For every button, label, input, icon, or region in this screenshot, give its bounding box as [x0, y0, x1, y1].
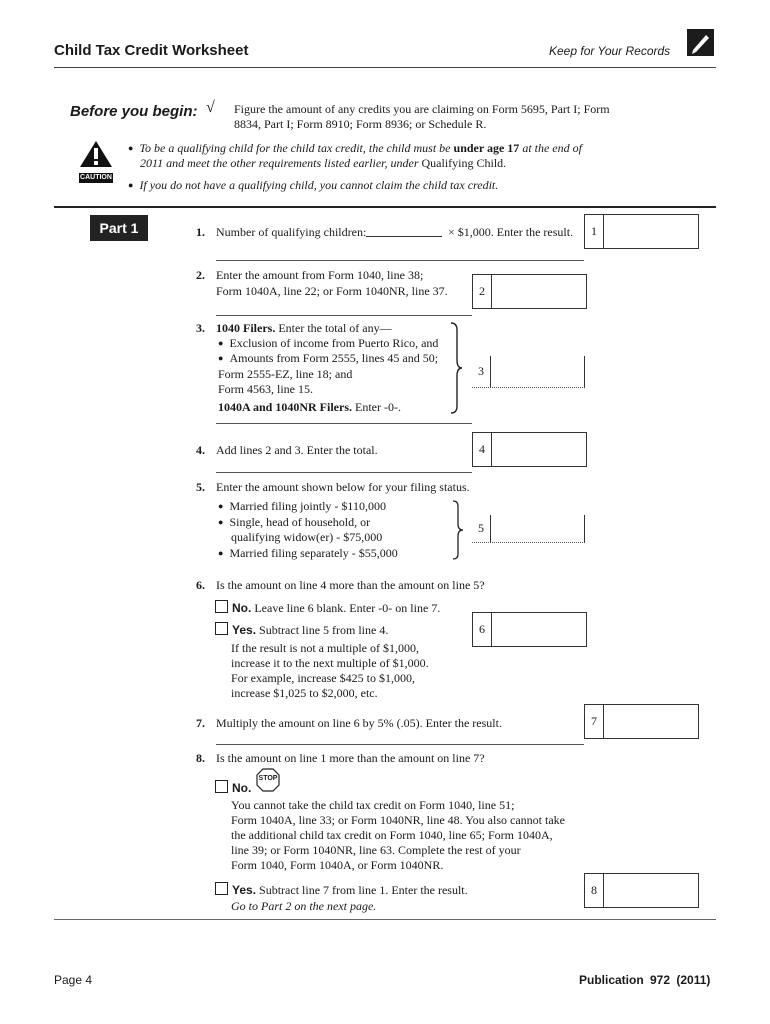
line-4-text: Add lines 2 and 3. Enter the total.: [216, 443, 378, 457]
line-5-bullet-1: ● Married filing jointly - $110,000: [218, 499, 386, 514]
line-2-entry[interactable]: [492, 275, 585, 308]
line-2-rule: [216, 315, 472, 316]
caution-label: CAUTION: [80, 174, 112, 181]
line-3-sub-1: Form 2555-EZ, line 18; and: [218, 367, 353, 381]
line-8-para-1: You cannot take the child tax credit on Form 1040, line 51;: [231, 798, 515, 812]
line-5-bullet-2: ● Single, head of household, or: [218, 515, 370, 530]
line-1-label: 1: [585, 215, 604, 248]
line-3-entry[interactable]: [491, 356, 584, 387]
caution-bullet-2: ● If you do not have a qualifying child, you cannot claim the child tax credit.: [128, 178, 498, 193]
line-3-rule: [216, 423, 472, 424]
line-2-label: 2: [473, 275, 492, 308]
pencil-icon: [687, 29, 714, 56]
worksheet-title: Child Tax Credit Worksheet: [54, 42, 249, 59]
caution-bullet-1a: ● To be a qualifying child for the child tax credit, the child must be under age 17 at the end of: [128, 141, 582, 156]
line-6-no-row: No. Leave line 6 blank. Enter -0- on line 7.: [215, 600, 440, 616]
line-6-note-4: increase $1,025 to $2,000, etc.: [231, 686, 378, 700]
line-6-text: Is the amount on line 4 more than the amount on line 5?: [216, 578, 485, 592]
before-heading: Before you begin:: [70, 103, 198, 120]
line-8-goto: Go to Part 2 on the next page.: [231, 899, 377, 913]
line-8-para-5: Form 1040, Form 1040A, or Form 1040NR.: [231, 858, 444, 872]
line-4-rule: [216, 472, 472, 473]
line-5-bullet-2b: qualifying widow(er) - $75,000: [231, 530, 383, 544]
line-5-bullet-3: ● Married filing separately - $55,000: [218, 546, 398, 561]
part1-top-rule: [54, 206, 716, 208]
line-1-children-blank[interactable]: [366, 236, 442, 237]
line-5-entry[interactable]: [491, 515, 584, 542]
line-7-entry[interactable]: [604, 705, 697, 738]
line-8-no-row: No.: [215, 780, 251, 796]
caution-icon: [79, 140, 113, 181]
caution-bullet-1b: 2011 and meet the other requirements listed earlier, under Qualifying Child.: [140, 156, 507, 170]
line-3-brace: [449, 322, 463, 419]
line-8-para-3: the additional child tax credit on Form 1040, line 65; Form 1040A,: [231, 828, 553, 842]
line-6-note-3: For example, increase $425 to $1,000,: [231, 671, 415, 685]
line-7-text: Multiply the amount on line 6 by 5% (.05). Enter the result.: [216, 716, 502, 730]
line-1-number: 1.: [196, 225, 205, 239]
line-1-entry[interactable]: [604, 215, 697, 248]
keep-records-note: Keep for Your Records: [549, 44, 671, 58]
line-6-yes-row: Yes. Subtract line 5 from line 4.: [215, 622, 388, 638]
line-3-sub-2: Form 4563, line 15.: [218, 382, 313, 396]
line-5-number: 5.: [196, 480, 205, 494]
line-3-number: 3.: [196, 321, 205, 335]
line-4-number: 4.: [196, 443, 205, 457]
line-6-number: 6.: [196, 578, 205, 592]
line-2-text-a: Enter the amount from Form 1040, line 38;: [216, 268, 424, 282]
line-3-label: 3: [472, 356, 491, 387]
line-1-text-b: × $1,000. Enter the result.: [448, 225, 574, 239]
line-3-bullet-1-text: ● Exclusion of income from Puerto Rico, and: [218, 336, 438, 351]
line-2-text-b: Form 1040A, line 22; or Form 1040NR, line 37.: [216, 284, 448, 298]
line-8-yes-checkbox[interactable]: [215, 882, 228, 895]
line-3-bullet-2: ● Amounts from Form 2555, lines 45 and 50;: [218, 351, 438, 366]
line-1-text: Number of qualifying children:: [216, 225, 367, 239]
line-7-number: 7.: [196, 716, 205, 730]
stop-sign-icon: [256, 768, 280, 792]
line-5-brace: [452, 500, 464, 565]
line-8-entry[interactable]: [604, 874, 697, 907]
line-8-yes-row: Yes. Subtract line 7 from line 1. Enter the result.: [215, 882, 468, 898]
line-8-text: Is the amount on line 1 more than the amount on line 7?: [216, 751, 485, 765]
line-6-note-1: If the result is not a multiple of $1,000,: [231, 641, 419, 655]
checkmark-icon: √: [206, 99, 215, 116]
line-8-para-2: Form 1040A, line 33; or Form 1040NR, line 48. You also cannot take: [231, 813, 565, 827]
line-1-rule: [216, 260, 584, 261]
before-line-2: 8834, Part I; Form 8910; Form 8936; or Schedule R.: [234, 117, 487, 131]
line-4-entry[interactable]: [492, 433, 585, 466]
line-3-alt: 1040A and 1040NR Filers. Enter -0-.: [218, 400, 401, 414]
page-number: Page 4: [54, 973, 93, 987]
line-6-yes-checkbox[interactable]: [215, 622, 228, 635]
stop-sign-text: STOP: [258, 775, 278, 782]
line-4-label: 4: [473, 433, 492, 466]
line-8-number: 8.: [196, 751, 205, 765]
before-line-1: Figure the amount of any credits you are claiming on Form 5695, Part I; Form: [234, 102, 610, 116]
line-5-label: 5: [472, 515, 491, 542]
publication-id: Publication 972 (2011): [579, 973, 711, 987]
line-7-rule: [216, 744, 584, 745]
line-8-no-checkbox[interactable]: [215, 780, 228, 793]
line-3-head: 1040 Filers. Enter the total of any—: [216, 321, 392, 335]
line-6-label: 6: [473, 613, 492, 646]
line-6-note-2: increase it to the next multiple of $1,000.: [231, 656, 429, 670]
line-8-label: 8: [585, 874, 604, 907]
part-1-tab: Part 1: [90, 215, 148, 241]
part1-bottom-rule: [54, 919, 716, 920]
line-7-label: 7: [585, 705, 604, 738]
header-rule: [54, 67, 716, 68]
line-6-entry[interactable]: [492, 613, 585, 646]
line-6-no-checkbox[interactable]: [215, 600, 228, 613]
line-2-number: 2.: [196, 268, 205, 282]
line-8-para-4: line 39; or Form 1040NR, line 63. Complete the rest of your: [231, 843, 521, 857]
line-5-text: Enter the amount shown below for your filing status.: [216, 480, 470, 494]
